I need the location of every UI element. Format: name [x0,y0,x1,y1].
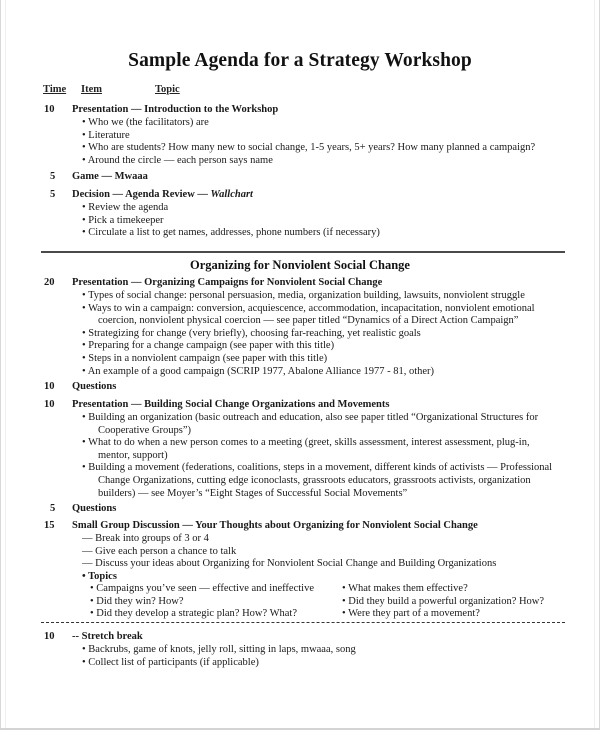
bullet: • Strategizing for change (very briefly), choosing far-reaching, yet realistic goals [82,327,421,339]
section-title: Organizing for Nonviolent Social Change [190,258,410,272]
bullet-continuation: Cooperative Groups”) [98,424,192,436]
item-heading: Presentation — Introduction to the Workshop [72,104,279,115]
topics-row [90,596,570,609]
bullet: • What to do when a new person comes to a meeting (greet, skills assessment, interest assessment, plug-in, [82,437,530,449]
bullet-continuation: builders) — see Moyer’s “Eight Stages of Successful Social Movements” [98,487,408,499]
item-heading: Presentation — Organizing Campaigns for Nonviolent Social Change [72,277,383,288]
item-bullets [82,644,572,669]
bullet: • Ways to win a campaign: conversion, acquiescence, accommodation, incapacitation, nonviolent emotional [82,302,535,314]
topics-row [90,608,570,621]
bullet: • Steps in a nonviolent campaign (see paper with this title) [82,352,328,364]
topic: • Were they part of a movement? [342,608,480,620]
bullet: • Types of social change: personal persuasion, media, organization building, lawsuits, nonviolent struggle [82,290,525,301]
item-time: 10 [44,104,55,115]
heading-text: Decision — Agenda Review — [72,189,211,200]
bullet: • Collect list of participants (if applicable) [82,656,259,668]
item-time: 10 [44,631,55,642]
item-time: 5 [50,171,56,182]
bullet: • An example of a good campaign (SCRIP 1977, Abalone Alliance 1977 - 81, other) [82,365,435,377]
item-bullets [82,117,572,167]
bullet-continuation: coercion, nonviolent physical coercion — see paper titled “Dynamics of a Direct Action Campaign” [98,315,519,327]
item-heading: Game — Mwaaa [72,171,148,182]
bullet: • Building an organization (basic outreach and education, also see paper titled “Organizational Structures for [82,412,539,423]
item-heading: Questions [72,381,117,392]
column-header-topic: Topic [155,84,180,95]
bullet: • Literature [82,129,130,141]
topics-label: • Topics [82,570,117,582]
topics-row [90,583,570,596]
bullet: • Review the agenda [82,202,169,213]
section-divider [41,251,565,253]
item-time: 5 [50,189,56,200]
bullet: • Pick a timekeeper [82,214,164,226]
dashed-divider [41,622,565,623]
item-time: 5 [50,503,56,514]
bullet: • Backrubs, game of knots, jelly roll, sitting in laps, mwaaa, song [82,644,356,655]
item-bullets [82,533,572,583]
item-bullets [82,202,572,240]
topic: • Did they win? How? [90,595,184,607]
item-bullets [82,290,572,378]
dash-item: — Break into groups of 3 or 4 [82,533,209,544]
bullet: • Who we (the facilitators) are [82,117,209,128]
item-bullets [82,412,572,500]
item-heading: Presentation — Building Social Change Organizations and Movements [72,399,390,410]
bullet: • Around the circle — each person says name [82,154,273,166]
topic: • Did they build a powerful organization? How? [342,595,545,607]
bullet: • Building a movement (federations, coalitions, steps in a movement, different kinds of activists — Professional [82,462,553,474]
topic: • Campaigns you’ve seen — effective and ineffective [90,583,314,594]
dash-item: — Discuss your ideas about Organizing for Nonviolent Social Change and Building Organizations [82,558,497,570]
item-heading: -- Stretch break [72,631,143,642]
column-header-time: Time [43,84,67,95]
item-time: 15 [44,520,55,531]
topics-grid [90,583,570,621]
item-heading: Small Group Discussion — Your Thoughts about Organizing for Nonviolent Social Change [72,520,478,531]
bullet: • Circulate a list to get names, addresses, phone numbers (if necessary) [82,227,380,239]
bullet-continuation: Change Organizations, cutting edge iconoclasts, grassroots educators, grassroots activists, organization [98,474,531,486]
item-time: 20 [44,277,55,288]
item-time: 10 [44,381,55,392]
item-heading: Questions [72,503,117,514]
bullet: • Preparing for a change campaign (see paper with this title) [82,340,335,352]
bullet: • Who are students? How many new to social change, 1-5 years, 5+ years? How many planned a campaign? [82,142,536,154]
heading-italic: Wallchart [210,189,253,200]
topic: • Did they develop a strategic plan? How? What? [90,608,297,620]
item-time: 10 [44,399,55,410]
topic: • What makes them effective? [342,583,468,594]
document-title: Sample Agenda for a Strategy Workshop [128,50,472,71]
bullet-continuation: mentor, support) [98,449,168,461]
item-heading [72,189,253,202]
column-header-item: Item [81,84,102,95]
dash-item: — Give each person a chance to talk [82,545,237,557]
